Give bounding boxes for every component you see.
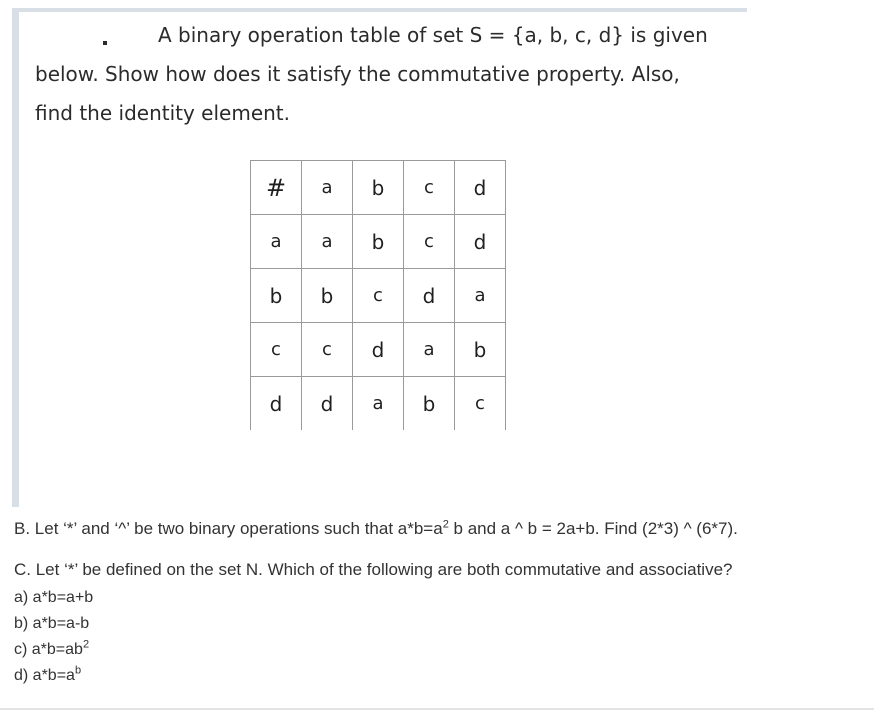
question-a-line-2: below. Show how does it satisfy the commutative property. Also,: [35, 62, 680, 86]
table-cell: c: [251, 323, 302, 377]
table-cell: a: [302, 161, 353, 215]
option-b: b) a*b=a-b: [14, 615, 90, 632]
table-cell: d: [353, 323, 404, 377]
table-cell: c: [302, 323, 353, 377]
question-a-line-1: A binary operation table of set S = {a, b, c, d} is given: [158, 23, 708, 47]
table-cell: a: [353, 377, 404, 431]
table-cell: d: [302, 377, 353, 431]
binary-operation-table: [250, 160, 506, 430]
table-header-row: [251, 161, 506, 215]
question-b-text-2: b and a ^ b = 2a+b. Find (2*3) ^ (6*7).: [448, 519, 738, 538]
question-b-superscript: 2: [442, 518, 449, 531]
table-cell: c: [353, 269, 404, 323]
option-c-superscript: 2: [82, 638, 90, 651]
table-cell: a: [404, 323, 455, 377]
option-d-superscript: b: [74, 664, 82, 677]
table-row: [251, 269, 506, 323]
table-cell: c: [404, 215, 455, 269]
table-cell: a: [455, 269, 506, 323]
table-row: [251, 215, 506, 269]
option-c: [14, 638, 90, 659]
table-cell: d: [455, 215, 506, 269]
table-cell: c: [455, 377, 506, 431]
option-d-base: d) a*b=a: [14, 667, 75, 684]
table-cell: b: [353, 215, 404, 269]
stray-mark: [103, 41, 107, 45]
question-a-line-3: find the identity element.: [35, 101, 290, 125]
table-row: [251, 377, 506, 431]
table-cell: d: [404, 269, 455, 323]
option-a: a) a*b=a+b: [14, 589, 94, 606]
question-b: [14, 519, 738, 539]
option-c-base: c) a*b=ab: [14, 641, 83, 658]
table-cell: a: [251, 215, 302, 269]
table-cell: d: [251, 377, 302, 431]
table-cell: b: [353, 161, 404, 215]
table-cell: b: [455, 323, 506, 377]
table-cell: b: [251, 269, 302, 323]
table-cell: c: [404, 161, 455, 215]
option-d: [14, 664, 82, 685]
question-c: C. Let ‘*’ be defined on the set N. Which of the following are both commutative and associative?: [14, 560, 733, 579]
table-cell: a: [302, 215, 353, 269]
table-cell: b: [404, 377, 455, 431]
table-cell: b: [302, 269, 353, 323]
question-b-text-1: B. Let ‘*’ and ‘^’ be two binary operations such that a*b=a: [14, 519, 443, 538]
table-cell: #: [251, 161, 302, 215]
table-row: [251, 323, 506, 377]
table-cell: d: [455, 161, 506, 215]
